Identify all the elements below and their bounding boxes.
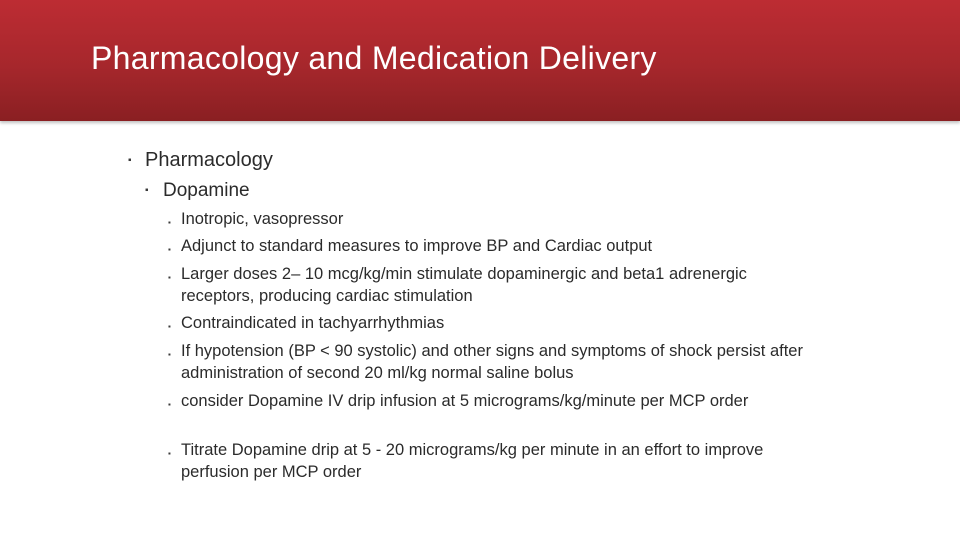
bullet-text: Pharmacology bbox=[145, 149, 273, 171]
bullet-square-icon: ▪ bbox=[168, 449, 171, 458]
bullet-square-icon: ▪ bbox=[145, 185, 149, 196]
bullet-level3 bbox=[168, 209, 821, 231]
bullet-text: Dopamine bbox=[163, 180, 250, 201]
bullet-text: Inotropic, vasopressor bbox=[181, 210, 344, 228]
bullet-level3 bbox=[168, 313, 821, 335]
bullet-level2 bbox=[145, 180, 250, 202]
bullet-text: Adjunct to standard measures to improve BP and Cardiac output bbox=[181, 237, 653, 255]
bullet-text: If hypotension (BP < 90 systolic) and other signs and symptoms of shock persist after administration of second 20 ml/kg normal saline bolus bbox=[181, 342, 803, 382]
bullet-text: Contraindicated in tachyarrhythmias bbox=[181, 314, 445, 332]
bullet-level3 bbox=[168, 236, 821, 258]
bullet-square-icon: ▪ bbox=[168, 245, 171, 254]
bullet-square-icon: ▪ bbox=[168, 273, 171, 282]
bullet-text: consider Dopamine IV drip infusion at 5 micrograms/kg/minute per MCP order bbox=[181, 392, 749, 410]
bullet-level1 bbox=[128, 149, 273, 172]
bullet-square-icon: ▪ bbox=[168, 350, 171, 359]
bullet-level3 bbox=[168, 264, 781, 307]
bullet-text: Titrate Dopamine drip at 5 - 20 micrograms/kg per minute in an effort to improve perfusion per MCP order bbox=[181, 441, 764, 481]
bullet-level3 bbox=[168, 440, 811, 483]
bullet-square-icon: ▪ bbox=[168, 322, 171, 331]
bullet-level3 bbox=[168, 391, 811, 413]
bullet-square-icon: ▪ bbox=[168, 400, 171, 409]
bullet-square-icon: ▪ bbox=[168, 218, 171, 227]
bullet-level3 bbox=[168, 341, 811, 384]
bullet-square-icon: ▪ bbox=[128, 155, 132, 166]
bullet-text: Larger doses 2– 10 mcg/kg/min stimulate dopaminergic and beta1 adrenergic receptors, producing cardiac stimulation bbox=[181, 265, 747, 305]
slide-title: Pharmacology and Medication Delivery bbox=[91, 40, 657, 76]
